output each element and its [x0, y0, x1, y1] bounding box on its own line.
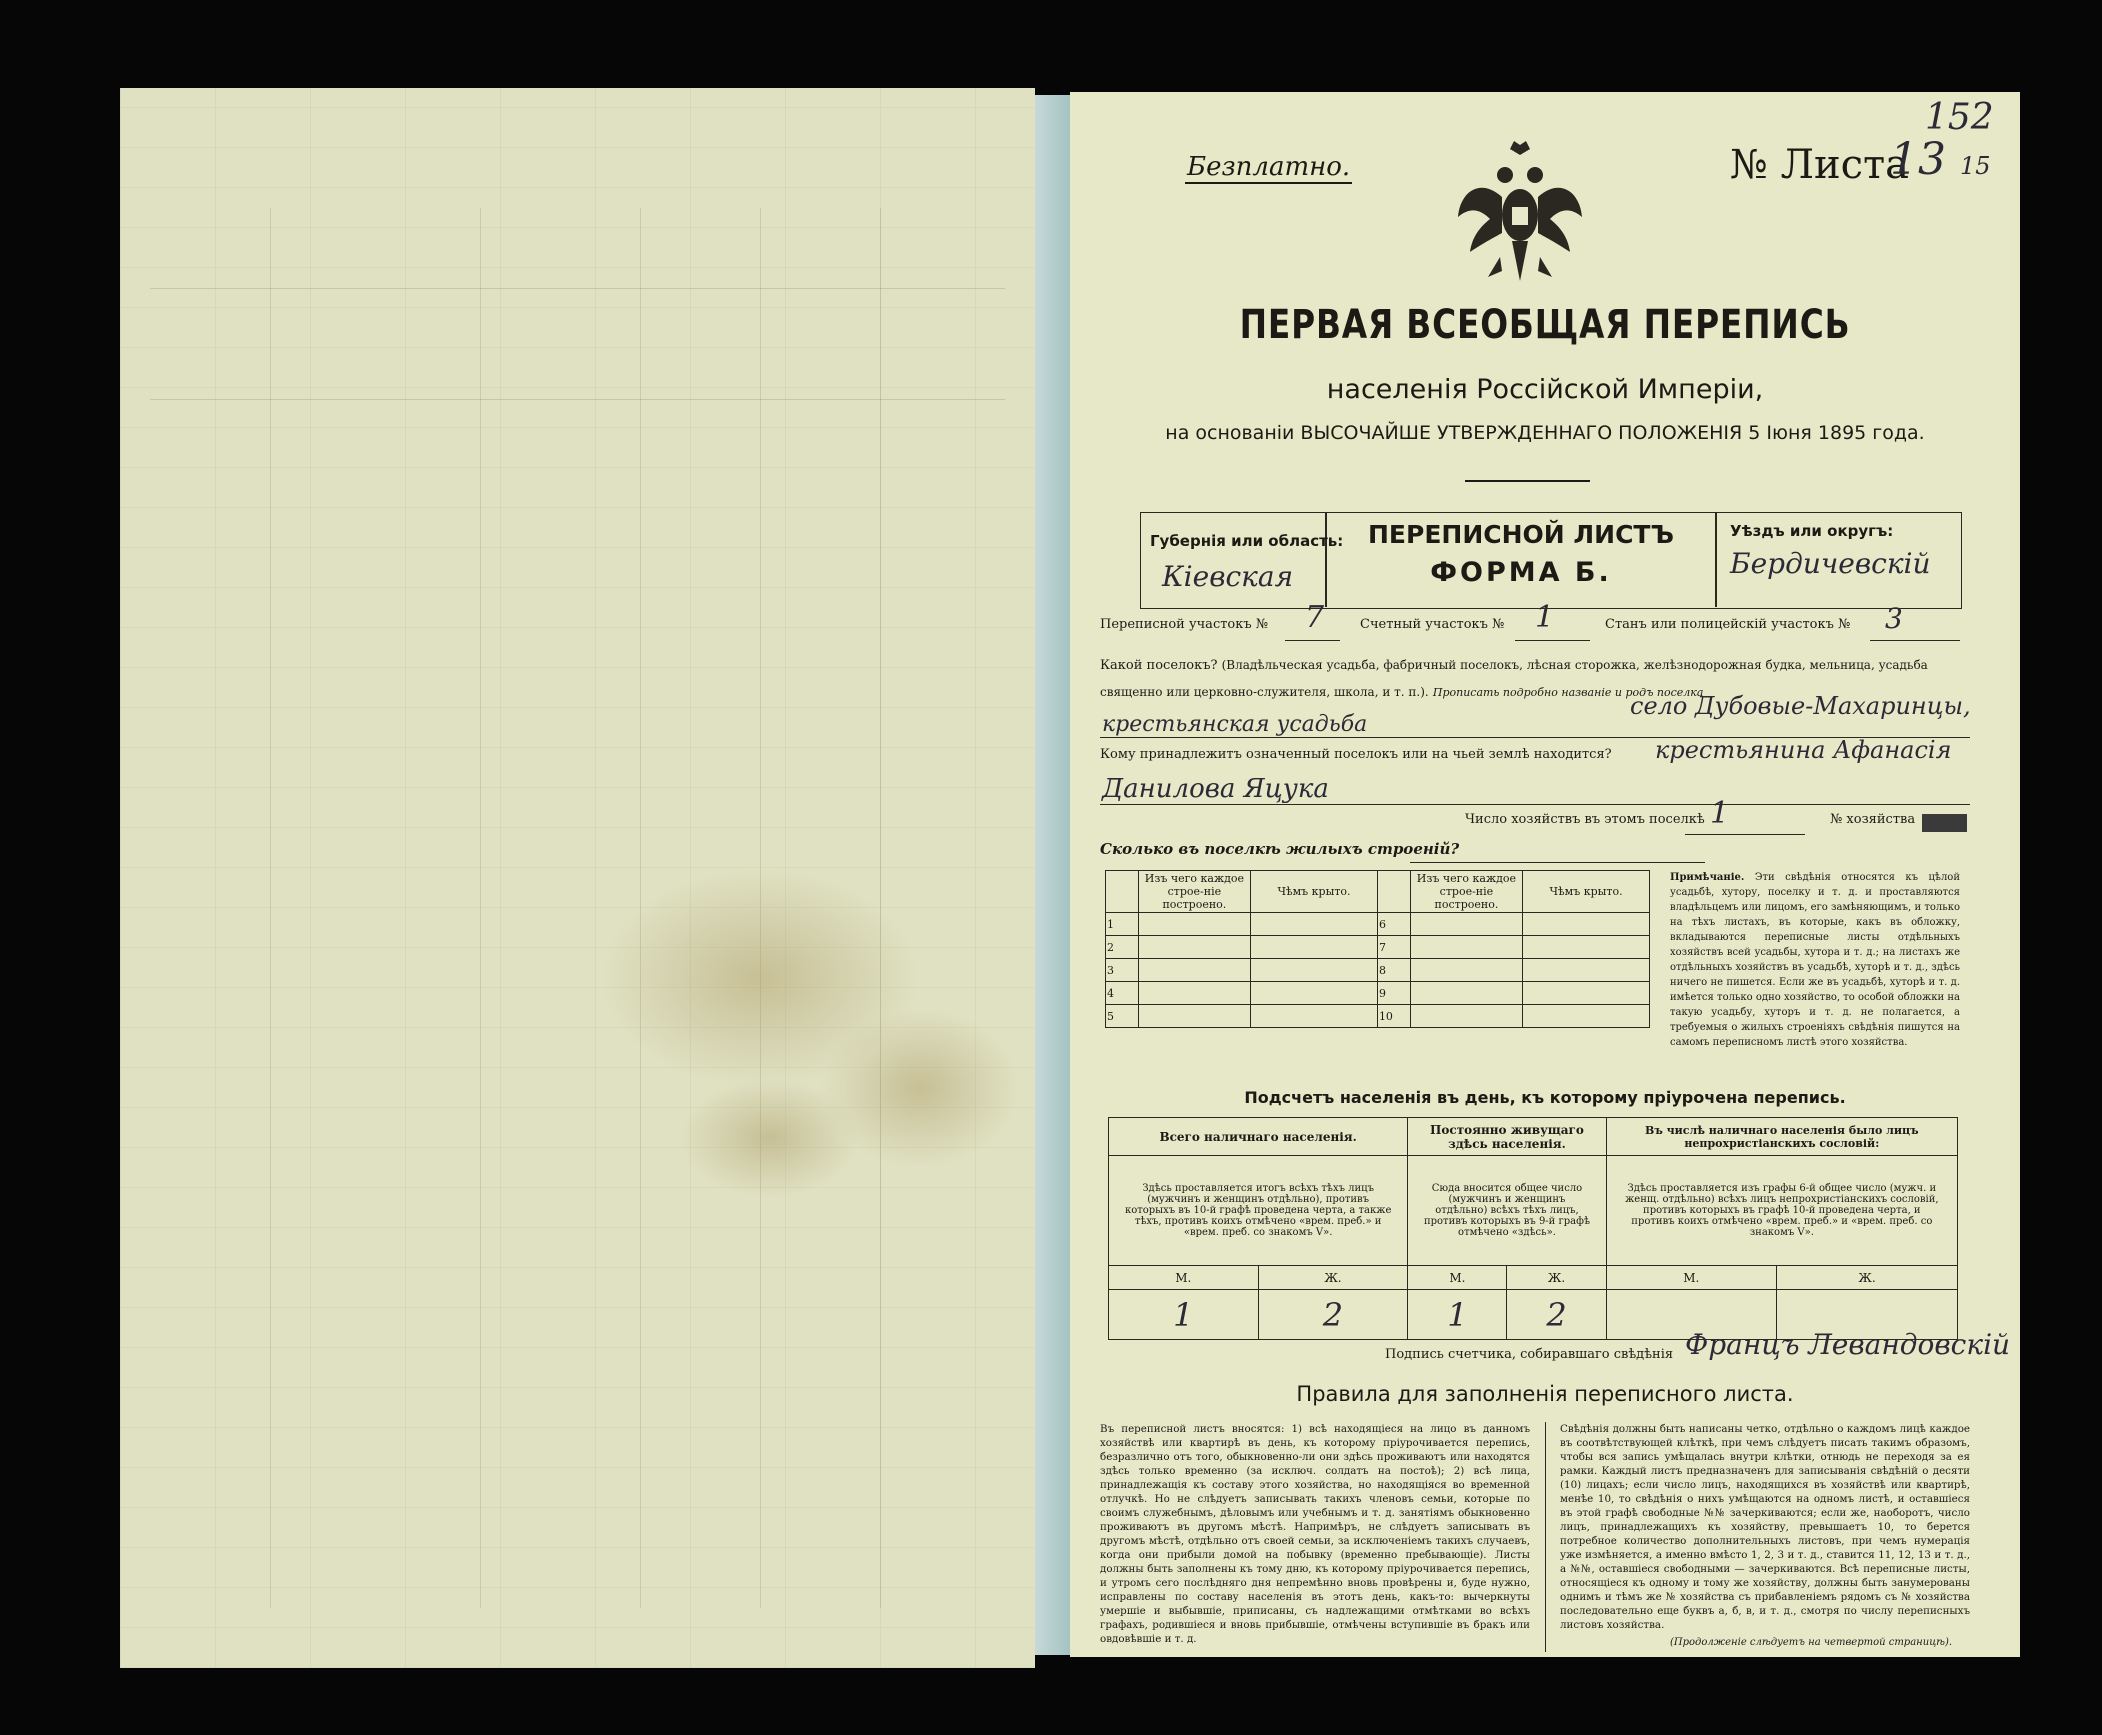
count-col2-text: Сюда вносится общее число (мужчинъ и женщинъ отдѣльно) всѣхъ тѣхъ лицъ, противъ которыхъ въ 9-й графѣ отмѣчено «здѣсь».	[1408, 1156, 1606, 1266]
household-number-redacted	[1922, 814, 1967, 832]
row-number: 4	[1106, 982, 1139, 1005]
owner-value-1: крестьянина Афанасія	[1655, 736, 1952, 764]
poselok-value-1: село Дубовые-Махаринцы,	[1630, 692, 1971, 720]
rules-left-text: Въ переписной листъ вносятся: 1) всѣ находящіеся на лицо въ данномъ хозяйствѣ или квартирѣ въ день, къ которому пріурочивается перепись, безразлично отъ того, обыкновенно-ли они здѣсь проживаютъ или находятся здѣсь только временно (за исключ. солдатъ на постоѣ); 2) всѣ лица, принадлежащія къ составу этого хозяйства, но находящіяся во временной отлучкѣ. Но не слѣдуетъ записывать такихъ членовъ семьи, которые по своимъ служебнымъ, дѣловымъ или учебнымъ и т. д. занятіямъ обыкновенно проживаютъ въ другомъ мѣстѣ. Напримѣръ, не слѣдуетъ записывать въ другомъ мѣстѣ, отдѣльно отъ своей семьи, за исключеніемъ такихъ случаевъ, когда они прибыли домой на побывку (временно пребывающіе). Листы должны быть заполнены къ тому дню, къ которому пріурочивается перепись, и утромъ сего послѣдняго дня непремѣнно вновь провѣрены и, буде нужно, исправлены по составу населенія въ этотъ день, какъ-то: вычеркнуты умершіе и выбывшіе, приписаны, съ надлежащими отмѣтками во всѣхъ графахъ, родившіеся и вновь прибывшіе, отмѣчены вступившіе въ бракъ или овдовѣвшіе и т. д.	[1100, 1423, 1530, 1645]
census-form-page	[1070, 92, 2020, 1657]
buildings-col-material: Изъ чего каждое строе-ніе построено.	[1410, 871, 1522, 913]
sheet-number-value: 13	[1890, 134, 1946, 185]
zh-label: Ж.	[1507, 1266, 1606, 1290]
poselok-label: Какой поселокъ?	[1100, 658, 1218, 673]
buildings-col-roof: Чѣмъ крыто.	[1523, 871, 1650, 913]
sheet-number-label: № Листа	[1730, 142, 1909, 188]
poselok-value-2: крестьянская усадьба	[1102, 712, 1368, 737]
row-number: 7	[1377, 936, 1410, 959]
population-count-table	[1108, 1117, 1958, 1340]
zh-label: Ж.	[1258, 1266, 1408, 1290]
households-label: Число хозяйствъ въ этомъ поселкѣ	[1465, 812, 1705, 827]
rules-right-text: Свѣдѣнія должны быть написаны четко, отдѣльно о каждомъ лицѣ каждое въ соотвѣтствующей клѣткѣ, при чемъ слѣдуетъ писать такимъ образомъ, чтобы вся запись умѣщалась внутри клѣтки, отнюдь не переходя за ея рамки. Каждый листъ предназначенъ для записыванія свѣдѣній о десяти (10) лицахъ; если число лицъ, находящихся въ хозяйствѣ или квартирѣ, менѣе 10, то свѣдѣнія о нихъ умѣщаются на одномъ листѣ, и оставшіеся въ этой графѣ свободные №№ зачеркиваются; если же, наоборотъ, число лицъ, принадлежащихъ къ хозяйству, превышаетъ 10, то берется потребное количество дополнительныхъ листовъ, при чемъ нумерація уже измѣняется, а именно вмѣсто 1, 2, 3 и т. д., ставится 11, 12, 13 и т. д., а №№, оставшіеся свободными — зачеркиваются. Всѣ переписные листы, относящіеся къ одному и тому же хозяйству, должны быть занумерованы однимъ и тѣмъ же № хозяйства съ прибавленіемъ рядомъ съ № хозяйства последовательно еще буквъ а, б, в, и т. д., смотря по числу переписныхъ листовъ хозяйства.	[1560, 1423, 1970, 1631]
left-page	[120, 88, 1035, 1668]
row-number: 8	[1377, 959, 1410, 982]
uchastok-value: 7	[1305, 600, 1325, 635]
row-number: 9	[1377, 982, 1410, 1005]
title-divider	[1465, 480, 1590, 482]
title-sub1: населенія Россійской Имперіи,	[1326, 374, 1764, 405]
gubernia-label: Губернія или область:	[1150, 532, 1344, 550]
count-resident-zh: 2	[1507, 1290, 1606, 1340]
title-sub2: на основаніи ВЫСОЧАЙШЕ УТВЕРЖДЕННАГО ПОЛОЖЕНІЯ 5 Іюня 1895 года.	[1165, 422, 1925, 444]
household-number-label: № хозяйства	[1830, 812, 1916, 827]
row-number: 5	[1106, 1005, 1139, 1028]
double-headed-eagle-emblem	[1450, 137, 1590, 297]
form-title-line2: ФОРМА Б.	[1430, 557, 1612, 588]
count-total-zh: 2	[1258, 1290, 1408, 1340]
row-number: 10	[1377, 1005, 1410, 1028]
bleed-through-line	[270, 208, 271, 1608]
note-text: Эти свѣдѣнія относятся къ цѣлой усадьбѣ, хутору, поселку и т. д. и проставляются владѣльцемъ или лицомъ, его замѣняющимъ, и только на тѣхъ листахъ, въ которые, какъ въ обложку, вкладываются переписные листы отдѣльныхъ хозяйствъ всей усадьбы, хутора и т. д.; на листахъ же отдѣльныхъ хозяйствъ въ усадьбѣ, хуторѣ и т. д., здѣсь ничего не пишется. Если же въ усадьбѣ, хуторѣ и т. д. имѣется только одно хозяйство, то особой обложки на такую усадьбу, хуторъ и т. д. не полагается, а требуемыя о жилыхъ строеніяхъ свѣдѣнія пишутся на самомъ переписномъ листѣ этого хозяйства.	[1670, 872, 1960, 1048]
count-col2-head: Постоянно живущаго здѣсь населенія.	[1408, 1118, 1606, 1156]
water-stain	[680, 1078, 860, 1198]
signature-label: Подпись счетчика, собиравшаго свѣдѣнія	[1385, 1347, 1674, 1362]
note-title: Примѣчаніе.	[1670, 872, 1745, 883]
count-col3-text: Здѣсь проставляется изъ графы 6-й общее число (мужч. и женщ. отдѣльно) всѣхъ лицъ непрохристіанскихъ сословій, противъ которыхъ въ графѣ 10-й проведена черта, и противъ коихъ отмѣчено «врем. преб.» и «врем. преб. со знакомъ V».	[1606, 1156, 1957, 1266]
count-col1-head: Всего наличнаго населенія.	[1109, 1118, 1408, 1156]
rules-divider	[1545, 1422, 1546, 1652]
stan-label: Станъ или полицейскій участокъ №	[1605, 617, 1851, 632]
stan-value: 3	[1885, 602, 1903, 635]
divider	[1715, 512, 1717, 607]
main-title: ПЕРВАЯ ВСЕОБЩАЯ ПЕРЕПИСЬ	[1239, 302, 1851, 348]
owner-label: Кому принадлежитъ означенный поселокъ или на чьей землѣ находится?	[1100, 747, 1612, 762]
row-number: 6	[1377, 913, 1410, 936]
owner-value-2: Данилова Яцука	[1102, 774, 1329, 804]
archive-number: 152	[1925, 97, 1994, 138]
rules-heading: Правила для заполненія переписного листа.	[1296, 1382, 1794, 1406]
uezd-label: Уѣздъ или округъ:	[1730, 522, 1894, 540]
poselok-note2: Прописать подробно названіе и родъ поселка	[1432, 686, 1704, 699]
count-col3-head: Въ числѣ наличнаго населенія было лицъ непрохристіанскихъ сословій:	[1606, 1118, 1957, 1156]
row-number: 1	[1106, 913, 1139, 936]
count-total-m: 1	[1109, 1290, 1259, 1340]
uezd-value: Бердичевскій	[1730, 547, 1931, 580]
uchastok-label: Переписной участокъ №	[1100, 617, 1269, 632]
gubernia-value: Кіевская	[1162, 560, 1294, 593]
m-label: М.	[1109, 1266, 1259, 1290]
households-value: 1	[1710, 796, 1730, 831]
m-label: М.	[1606, 1266, 1776, 1290]
buildings-table	[1105, 870, 1650, 1028]
bleed-through-line	[480, 208, 481, 1608]
note-block	[1670, 870, 1960, 1050]
m-label: М.	[1408, 1266, 1507, 1290]
poselok-note: (Владѣльческая усадьба, фабричный поселокъ, лѣсная сторожка, желѣзнодорожная будка, мельница, усадьба священно или церковно-служителя, школа, и т. п.).	[1100, 658, 1928, 699]
row-number: 3	[1106, 959, 1139, 982]
buildings-col-roof: Чѣмъ крыто.	[1251, 871, 1378, 913]
count-resident-m: 1	[1408, 1290, 1507, 1340]
schetny-value: 1	[1535, 600, 1555, 635]
rules-footer: (Продолженіе слѣдуетъ на четвертой страницѣ).	[1670, 1637, 1953, 1648]
form-title-line1: ПЕРЕПИСНОЙ ЛИСТЪ	[1368, 520, 1674, 549]
zh-label: Ж.	[1776, 1266, 1957, 1290]
archive-number-secondary: 15	[1960, 152, 1991, 180]
bleed-through-header	[150, 288, 1005, 400]
schetny-label: Счетный участокъ №	[1360, 617, 1505, 632]
buildings-col-material: Изъ чего каждое строе-ніе построено.	[1138, 871, 1250, 913]
book-binding-strip	[1035, 95, 1075, 1655]
count-col1-text: Здѣсь проставляется итогъ всѣхъ тѣхъ лицъ (мужчинъ и женщинъ отдѣльно), противъ которыхъ въ 10-й графѣ проведена черта, а также тѣхъ, противъ коихъ отмѣчено «врем. преб.» и «врем. преб. со знакомъ V».	[1109, 1156, 1408, 1266]
count-heading: Подсчетъ населенія въ день, къ которому пріурочена перепись.	[1244, 1088, 1846, 1107]
free-label: Безплатно.	[1187, 152, 1351, 182]
buildings-label: Сколько въ поселкѣ жилыхъ строеній?	[1100, 840, 1460, 858]
counter-signature: Францъ Левандовскій	[1685, 1328, 2011, 1361]
row-number: 2	[1106, 936, 1139, 959]
